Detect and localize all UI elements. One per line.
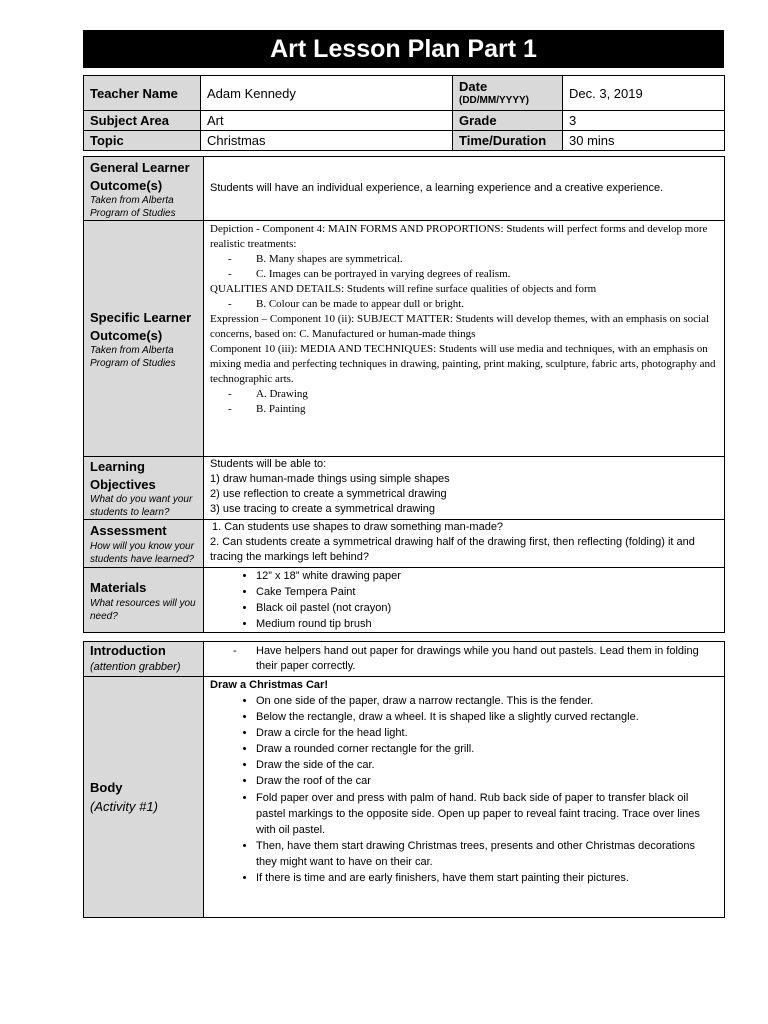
specific-outcome-title-2: Outcome(s) xyxy=(90,327,163,343)
topic-value: Christmas xyxy=(201,131,453,151)
body-step: • Draw a circle for the head light. xyxy=(256,725,718,741)
materials-prompt-2: need? xyxy=(90,610,118,622)
specific-outcome-source-2: Program of Studies xyxy=(90,357,176,369)
specific-outcome-text xyxy=(204,221,725,457)
date-label xyxy=(453,76,563,111)
assessment-label xyxy=(84,520,204,568)
teacher-name-label: Teacher Name xyxy=(84,76,201,111)
learning-objectives-prompt-2: students to learn? xyxy=(90,507,170,518)
learning-objective-line: Students will be able to: xyxy=(210,458,327,470)
date-value: Dec. 3, 2019 xyxy=(563,76,725,111)
grade-label: Grade xyxy=(453,111,563,131)
time-duration-value: 30 mins xyxy=(563,131,725,151)
body-step: • Fold paper over and press with palm of hand. Rub back side of paper to transfer black oil pastel markings to the opposite side. Open up paper to reveal faint tracing. Trace over lines with oil pastel. xyxy=(256,790,718,838)
assessment-text xyxy=(204,520,725,568)
specific-outcome-line: Component 10 (iii): MEDIA AND TECHNIQUES: Students will use media and techniques, with an emphasis on mixing media and perfecting techniques in drawing, painting, print making, sculpture, fabric arts, photography and technographic arts. xyxy=(210,343,716,385)
body-step: • On one side of the paper, draw a narrow rectangle. This is the fender. xyxy=(256,693,718,709)
introduction-subtitle: (attention grabber) xyxy=(90,661,181,673)
general-outcome-title-1: General Learner xyxy=(90,159,190,175)
materials-item: • Medium round tip brush xyxy=(256,616,718,632)
assessment-line: 1. Can students use shapes to draw something man-made? xyxy=(212,521,504,533)
general-outcome-label xyxy=(84,157,204,221)
learning-objectives-title-1: Learning xyxy=(90,459,145,474)
page-title: Art Lesson Plan Part 1 xyxy=(83,30,724,68)
body-step: • Then, have them start drawing Christmas trees, presents and other Christmas decorations they might want to have on their car. xyxy=(256,838,718,870)
learning-objectives-text xyxy=(204,457,725,520)
body-step: • If there is time and are early finishers, have them start painting their pictures. xyxy=(256,870,718,886)
assessment-line: 2. Can students create a symmetrical drawing half of the drawing first, then reflecting (folding) it and tracing the markings left behind? xyxy=(210,536,695,563)
specific-outcome-title-1: Specific Learner xyxy=(90,309,192,325)
learning-objectives-prompt-1: What do you want your xyxy=(90,494,193,505)
body-activity xyxy=(204,677,725,918)
introduction-item: - Have helpers hand out paper for drawings while you hand out pastels. Lead them in folding their paper correctly. xyxy=(256,644,718,674)
specific-outcome-source-1: Taken from Alberta xyxy=(90,344,174,356)
materials-prompt-1: What resources will you xyxy=(90,597,196,609)
introduction-title: Introduction xyxy=(90,643,166,658)
learning-objective-line: 1) draw human-made things using simple shapes xyxy=(210,473,450,485)
teacher-name-value: Adam Kennedy xyxy=(201,76,453,111)
date-label-text: Date xyxy=(459,78,488,94)
subject-area-value: Art xyxy=(201,111,453,131)
body-step: • Draw a rounded corner rectangle for the grill. xyxy=(256,741,718,757)
subject-area-label: Subject Area xyxy=(84,111,201,131)
time-duration-label: Time/Duration xyxy=(453,131,563,151)
lesson-info-table xyxy=(83,75,725,151)
specific-outcome-line: Expression – Component 10 (ii): SUBJECT MATTER: Students will develop themes, with an emphasis on social concerns, based on: C. Manufactured or human-made things xyxy=(210,313,710,340)
general-outcome-title-2: Outcome(s) xyxy=(90,177,163,193)
materials-label xyxy=(84,568,204,633)
general-outcome-source-2: Program of Studies xyxy=(90,207,176,219)
activity-table xyxy=(83,641,725,918)
specific-outcome-subpoint: - B. Colour can be made to appear dull or bright. xyxy=(210,297,718,312)
specific-outcome-label xyxy=(84,221,204,457)
assessment-title: Assessment xyxy=(90,523,167,538)
body-activity-heading: Draw a Christmas Car! xyxy=(210,679,328,691)
materials-item: • 12” x 18” white drawing paper xyxy=(256,568,718,584)
materials-title: Materials xyxy=(90,579,147,595)
specific-outcome-line: Depiction - Component 4: MAIN FORMS AND PROPORTIONS: Students will perfect forms and develop more realistic treatments: xyxy=(210,223,708,250)
body-label xyxy=(84,677,204,918)
specific-outcome-subpoint: - B. Many shapes are symmetrical. xyxy=(210,252,718,267)
learning-objectives-title-2: Objectives xyxy=(90,477,156,492)
grade-value: 3 xyxy=(563,111,725,131)
learning-objectives-label xyxy=(84,457,204,520)
materials-item: • Cake Tempera Paint xyxy=(256,584,718,600)
introduction-label xyxy=(84,642,204,677)
body-title: Body xyxy=(90,780,123,795)
body-step: • Draw the side of the car. xyxy=(256,757,718,773)
materials-item: • Black oil pastel (not crayon) xyxy=(256,600,718,616)
specific-outcome-subpoint: - A. Drawing xyxy=(210,387,718,402)
materials-list xyxy=(204,568,725,633)
outcomes-table xyxy=(83,156,725,633)
body-step: • Below the rectangle, draw a wheel. It is shaped like a slightly curved rectangle. xyxy=(256,709,718,725)
general-outcome-source-1: Taken from Alberta xyxy=(90,194,174,206)
specific-outcome-subpoint: - C. Images can be portrayed in varying degrees of realism. xyxy=(210,267,718,282)
body-subtitle: (Activity #1) xyxy=(90,799,158,814)
body-step: • Draw the roof of the car xyxy=(256,773,718,789)
assessment-prompt-1: How will you know your xyxy=(90,541,194,552)
introduction-text xyxy=(204,642,725,677)
topic-label: Topic xyxy=(84,131,201,151)
date-format-hint: (DD/MM/YYYY) xyxy=(459,94,529,106)
learning-objective-line: 2) use reflection to create a symmetrical drawing xyxy=(210,488,447,500)
specific-outcome-line: QUALITIES AND DETAILS: Students will refine surface qualities of objects and form xyxy=(210,283,597,295)
specific-outcome-subpoint: - B. Painting xyxy=(210,402,718,417)
learning-objective-line: 3) use tracing to create a symmetrical drawing xyxy=(210,503,435,515)
general-outcome-text: Students will have an individual experience, a learning experience and a creative experience. xyxy=(204,157,725,221)
assessment-prompt-2: students have learned? xyxy=(90,554,194,565)
